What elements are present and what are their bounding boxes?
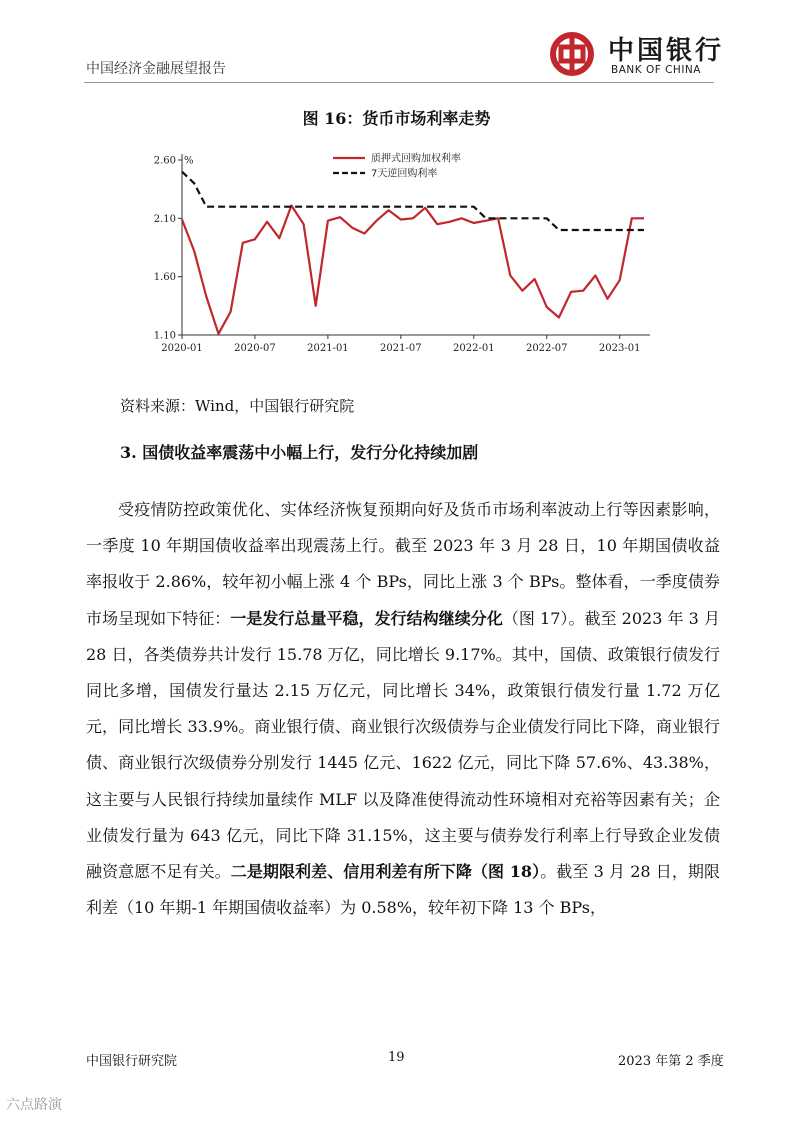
figure-source: 资料来源：Wind，中国银行研究院: [120, 397, 355, 415]
logo-bar: [570, 34, 575, 74]
body-text: [86, 492, 720, 926]
x-tick-label: 2022-07: [525, 343, 568, 354]
bold-point-1: 一是发行总量平稳，发行结构继续分化: [230, 608, 503, 628]
x-tick-label: 2020-07: [234, 343, 276, 354]
logo-english-text: BANK OF CHINA: [611, 64, 701, 76]
legend-label: 7天逆回购利率: [371, 168, 438, 180]
y-tick-label: 1.60: [153, 272, 176, 284]
logo-chinese-text: 中国银行: [608, 36, 725, 66]
footer-quarter: 2023 年第 2 季度: [618, 1054, 724, 1069]
page-number: 19: [388, 1050, 405, 1065]
x-tick-label: 2023-01: [598, 343, 641, 354]
paragraph-text: 受疫情防控政策优化、实体经济恢复预期向好及货币市场利率波动上行等因素影响，一季度 10 年期国债收益率出现震荡上行。截至 2023 年 3 月 28 日，10 年期国债收益率报收于 2.86%，较年初小幅上涨 4 个 BPs，同比上涨 3 个 BPs。整体看，一季度债券市场呈现如下特征：: [86, 500, 720, 628]
section-heading: 3. 国债收益率震荡中小幅上行，发行分化持续加剧: [120, 443, 479, 462]
y-tick-label: 2.60: [153, 155, 176, 167]
x-tick-label: 2022-01: [453, 343, 495, 354]
figure-title: 图 16：货币市场利率走势: [302, 109, 491, 128]
x-tick-label: 2021-07: [380, 343, 422, 354]
money-market-rate-chart: [140, 142, 670, 366]
watermark: 六点路演: [6, 1097, 62, 1113]
x-tick-label: 2020-01: [161, 343, 203, 354]
paragraph-text: （图 17）。截至 2023 年 3 月 28 日，各类债券共计发行 15.78 万亿，同比增长 9.17%。其中，国债、政策银行债发行同比多增，国债发行量达 2.15 万亿元，同比增长 34%，政策银行债发行量 1.72 万亿元，同比增长 33.9%。商业银行债、商业银行次级债券与企业债发行同比下降，商业银行债、商业银行次级债券分别发行 1445 亿元、1622 亿元，同比下降 57.6%、43.38%，这主要与人民银行持续加量续作 MLF 以及降准使得流动性环境相对充裕等因素有关；企业债发行量为 643 亿元，同比下降 31.15%，这主要与债券发行利率上行导致企业发债融资意愿不足有关。: [86, 608, 720, 882]
paragraph: [86, 492, 720, 926]
series-line-reverse-repo: [182, 172, 644, 230]
y-tick-label: 1.10: [153, 330, 176, 342]
legend-label: 质押式回购加权利率: [371, 153, 461, 165]
series-line-repo: [182, 206, 644, 334]
header-divider: [84, 82, 714, 83]
footer-institute: 中国银行研究院: [86, 1054, 178, 1069]
y-tick-label: 2.10: [153, 213, 176, 225]
y-unit-label: %: [184, 155, 194, 167]
report-title: 中国经济金融展望报告: [86, 61, 226, 77]
x-tick-label: 2021-01: [307, 343, 349, 354]
bold-point-2: 二是期限利差、信用利差有所下降（图 18）: [230, 862, 541, 882]
paragraph-text: 。截至 3 月 28 日，期限利差（10 年期-1 年期国债收益率）为 0.58%，较年初下降 13 个 BPs，: [86, 862, 720, 918]
